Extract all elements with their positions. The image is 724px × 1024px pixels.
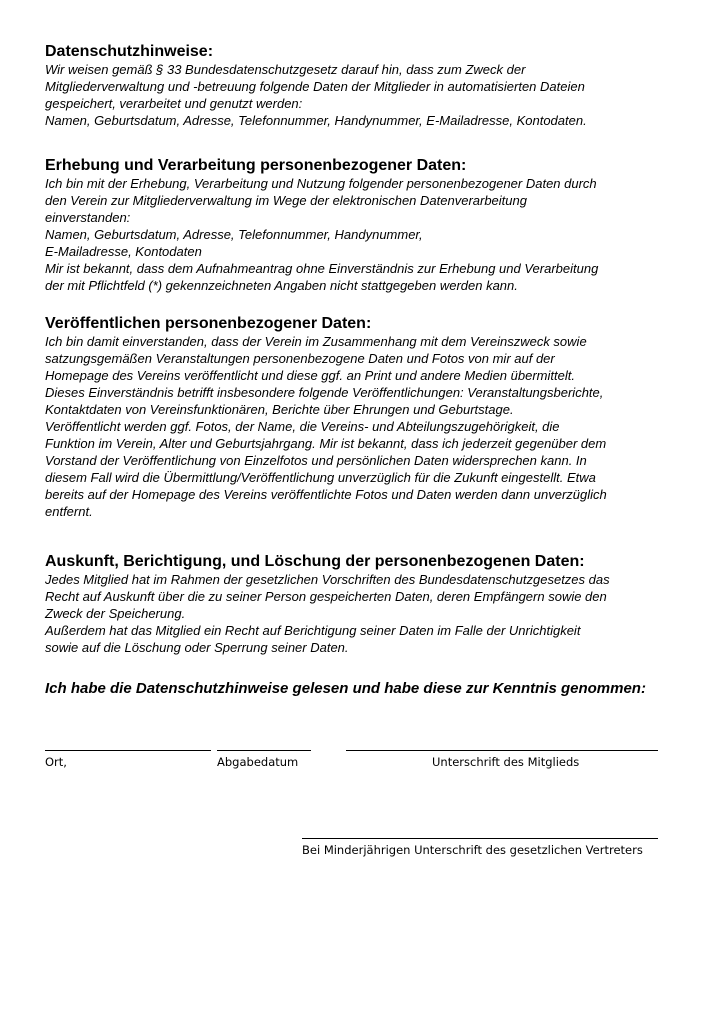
body-line: den Verein zur Mitgliederverwaltung im Wege der elektronischen Datenverarbeitung bbox=[45, 193, 527, 208]
section-body bbox=[45, 61, 695, 129]
section-body bbox=[45, 333, 695, 520]
body-line: Ich bin damit einverstanden, dass der Verein im Zusammenhang mit dem Vereinszweck sowie bbox=[45, 334, 587, 349]
body-line: der mit Pflichtfeld (*) gekennzeichneten Angaben nicht stattgegeben werden kann. bbox=[45, 278, 518, 293]
body-line: Außerdem hat das Mitglied ein Recht auf Berichtigung seiner Daten im Falle der Unrichtigkeit bbox=[45, 623, 581, 638]
body-line: Namen, Geburtsdatum, Adresse, Telefonnummer, Handynummer, bbox=[45, 227, 423, 242]
body-line: Wir weisen gemäß § 33 Bundesdatenschutzgesetz darauf hin, dass zum Zweck der bbox=[45, 62, 526, 77]
body-line: Ich bin mit der Erhebung, Verarbeitung und Nutzung folgender personenbezogener Daten durch bbox=[45, 176, 597, 191]
section-auskunft bbox=[45, 553, 695, 656]
section-body bbox=[45, 175, 695, 294]
body-line: Kontaktdaten von Vereinsfunktionären, Berichte über Ehrungen und Geburtstage. bbox=[45, 402, 514, 417]
body-line: bereits auf der Homepage des Vereins veröffentlichte Fotos und Daten werden dann unverzüglich bbox=[45, 487, 607, 502]
place-signature-line[interactable] bbox=[45, 750, 211, 751]
body-line: Zweck der Speicherung. bbox=[45, 606, 186, 621]
section-veroeffentlichen bbox=[45, 315, 695, 520]
body-line: gespeichert, verarbeitet und genutzt werden: bbox=[45, 96, 303, 111]
guardian-signature-line[interactable] bbox=[302, 838, 658, 839]
date-signature-line[interactable] bbox=[217, 750, 311, 751]
section-heading: Datenschutzhinweise: bbox=[45, 43, 214, 60]
member-signature-label: Unterschrift des Mitglieds bbox=[432, 755, 580, 769]
section-erhebung bbox=[45, 157, 695, 294]
section-heading: Veröffentlichen personenbezogener Daten: bbox=[45, 315, 372, 332]
body-line: satzungsgemäßen Veranstaltungen personenbezogene Daten und Fotos von mir auf der bbox=[45, 351, 555, 366]
body-line: Mitgliederverwaltung und -betreuung folgende Daten der Mitglieder in automatisierten Dateien bbox=[45, 79, 585, 94]
body-line: Dieses Einverständnis betrifft insbesondere folgende Veröffentlichungen: Veranstaltungsberichte, bbox=[45, 385, 604, 400]
body-line: E-Mailadresse, Kontodaten bbox=[45, 244, 202, 259]
place-label: Ort, bbox=[45, 755, 67, 769]
section-heading: Auskunft, Berichtigung, und Löschung der personenbezogenen Daten: bbox=[45, 553, 585, 570]
section-body bbox=[45, 571, 695, 656]
body-line: Jedes Mitglied hat im Rahmen der gesetzlichen Vorschriften des Bundesdatenschutzgesetzes das bbox=[45, 572, 610, 587]
body-line: diesem Fall wird die Übermittlung/Veröffentlichung unverzüglich für die Zukunft eingestellt. Etwa bbox=[45, 470, 596, 485]
body-line: Mir ist bekannt, dass dem Aufnahmeantrag ohne Einverständnis zur Erhebung und Verarbeitung bbox=[45, 261, 599, 276]
body-line: sowie auf die Löschung oder Sperrung seiner Daten. bbox=[45, 640, 349, 655]
body-line: Recht auf Auskunft über die zu seiner Person gespeicherten Daten, deren Empfängern sowie den bbox=[45, 589, 607, 604]
body-line: Vorstand der Veröffentlichung von Einzelfotos und persönlichen Daten widersprechen kann. In bbox=[45, 453, 587, 468]
acknowledgement-statement: Ich habe die Datenschutzhinweise gelesen und habe diese zur Kenntnis genommen: bbox=[45, 680, 646, 697]
guardian-signature-label: Bei Minderjährigen Unterschrift des gesetzlichen Vertreters bbox=[302, 843, 643, 857]
body-line: Homepage des Vereins veröffentlicht und diese ggf. an Print und andere Medien übermittelt. bbox=[45, 368, 575, 383]
body-line: entfernt. bbox=[45, 504, 93, 519]
body-line: Funktion im Verein, Alter und Geburtsjahrgang. Mir ist bekannt, dass ich jederzeit gegenüber dem bbox=[45, 436, 607, 451]
member-signature-line[interactable] bbox=[346, 750, 658, 751]
body-line: Veröffentlicht werden ggf. Fotos, der Name, die Vereins- und Abteilungszugehörigkeit, die bbox=[45, 419, 560, 434]
date-label: Abgabedatum bbox=[217, 755, 299, 769]
section-heading: Erhebung und Verarbeitung personenbezogener Daten: bbox=[45, 157, 467, 174]
section-datenschutzhinweise bbox=[45, 43, 695, 129]
body-line: Namen, Geburtsdatum, Adresse, Telefonnummer, Handynummer, E-Mailadresse, Kontodaten. bbox=[45, 113, 587, 128]
body-line: einverstanden: bbox=[45, 210, 131, 225]
